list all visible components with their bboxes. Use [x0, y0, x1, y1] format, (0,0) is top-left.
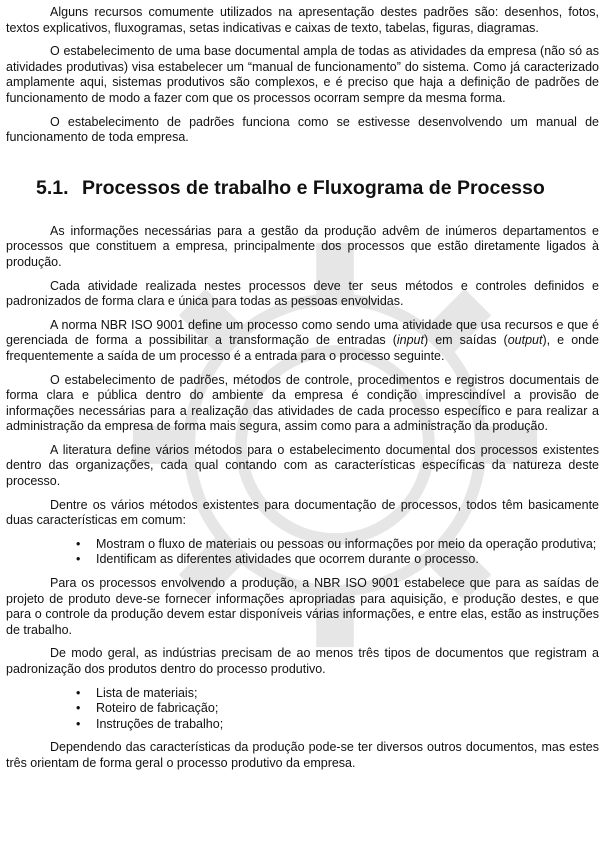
- paragraph: Alguns recursos comumente utilizados na apresentação destes padrões são: desenhos, fotos, textos explicativos, fluxogramas, setas indicativas e caixas de texto, tabelas, figuras, diagramas.: [6, 5, 599, 35]
- bullet-icon: •: [76, 685, 81, 700]
- paragraph: Para os processos envolvendo a produção, a NBR ISO 9001 estabelece que para as saídas de projeto de produto deve-se fornecer informações apropriadas para aquisição, e produção destes, e que para o controle da produção devem estar disponíveis várias informações, e entre elas, estão as instruções de trabalho.: [6, 576, 599, 637]
- paragraph: Dentre os vários métodos existentes para documentação de processos, todos têm basicamente duas características em comum:: [6, 497, 599, 528]
- paragraph: As informações necessárias para a gestão da produção advêm de inúmeros departamentos e processos que constituem a empresa, principalmente dos processos que estão diretamente ligados à produção.: [6, 223, 599, 269]
- bullet-icon: •: [76, 716, 81, 731]
- documents-list: [6, 686, 599, 733]
- term-output: output: [507, 333, 543, 348]
- paragraph-iso-definition: A norma NBR ISO 9001 define um processo como sendo uma atividade que usa recursos e que é gerenciada de forma a possibilitar a transformação de entradas (input) em saídas (output), e onde frequentemente a saída de um processo é a entrada para o processo seguinte.: [6, 317, 599, 363]
- bullet-icon: •: [76, 701, 81, 716]
- document-body: [6, 5, 599, 772]
- section-heading: [36, 176, 599, 200]
- paragraph: O estabelecimento de padrões funciona como se estivesse desenvolvendo um manual de funcionamento de toda empresa.: [6, 114, 599, 145]
- paragraph: Cada atividade realizada nestes processos deve ter seus métodos e controles definidos e padronizados de forma clara e única para todas as pessoas envolvidas.: [6, 278, 599, 309]
- term-input: input: [396, 333, 424, 348]
- list-item: • Lista de materiais;: [76, 685, 198, 700]
- paragraph: Dependendo das características da produção pode-se ter diversos outros documentos, mas estes três orientam de forma geral o processo produtivo da empresa.: [6, 740, 599, 770]
- list-item: • Roteiro de fabricação;: [76, 701, 219, 716]
- paragraph: O estabelecimento de padrões, métodos de controle, procedimentos e registros documentais de forma clara e pública dentro do ambiente da empresa é condição imprescindível a provisão de informações necessárias para a realização das atividades de cada processo específico e para realizar a administração da empresa de forma mais segura, assim como para a administração da produção.: [6, 372, 599, 434]
- list-item: • Instruções de trabalho;: [76, 716, 224, 731]
- bullet-icon: •: [76, 536, 81, 551]
- list-item: • Mostram o fluxo de materiais ou pessoas ou informações por meio da operação produtiva;: [76, 536, 597, 551]
- section-number: 5.1.: [36, 176, 69, 199]
- list-item: • Identificam as diferentes atividades que ocorrem durante o processo.: [76, 552, 479, 567]
- paragraph: O estabelecimento de uma base documental ampla de todas as atividades da empresa (não só as atividades produtivas) visa estabelecer um “manual de funcionamento” do sistema. Como já caracterizado amplamente aqui, sistemas produtivos são complexos, e é preciso que haja a definição de padrões de funcionamento de modo a fazer com que os processos ocorram sempre da mesma forma.: [6, 44, 599, 105]
- paragraph: A literatura define vários métodos para o estabelecimento documental dos processos existentes dentro das organizações, cada qual contando com as características específicas da natureza deste processo.: [6, 442, 599, 489]
- paragraph: De modo geral, as indústrias precisam de ao menos três tipos de documentos que registram a padronização dos produtos dentro do processo produtivo.: [6, 646, 599, 676]
- section-title: Processos de trabalho e Fluxograma de Processo: [82, 176, 545, 199]
- bullet-icon: •: [76, 552, 81, 567]
- characteristics-list: [6, 537, 599, 568]
